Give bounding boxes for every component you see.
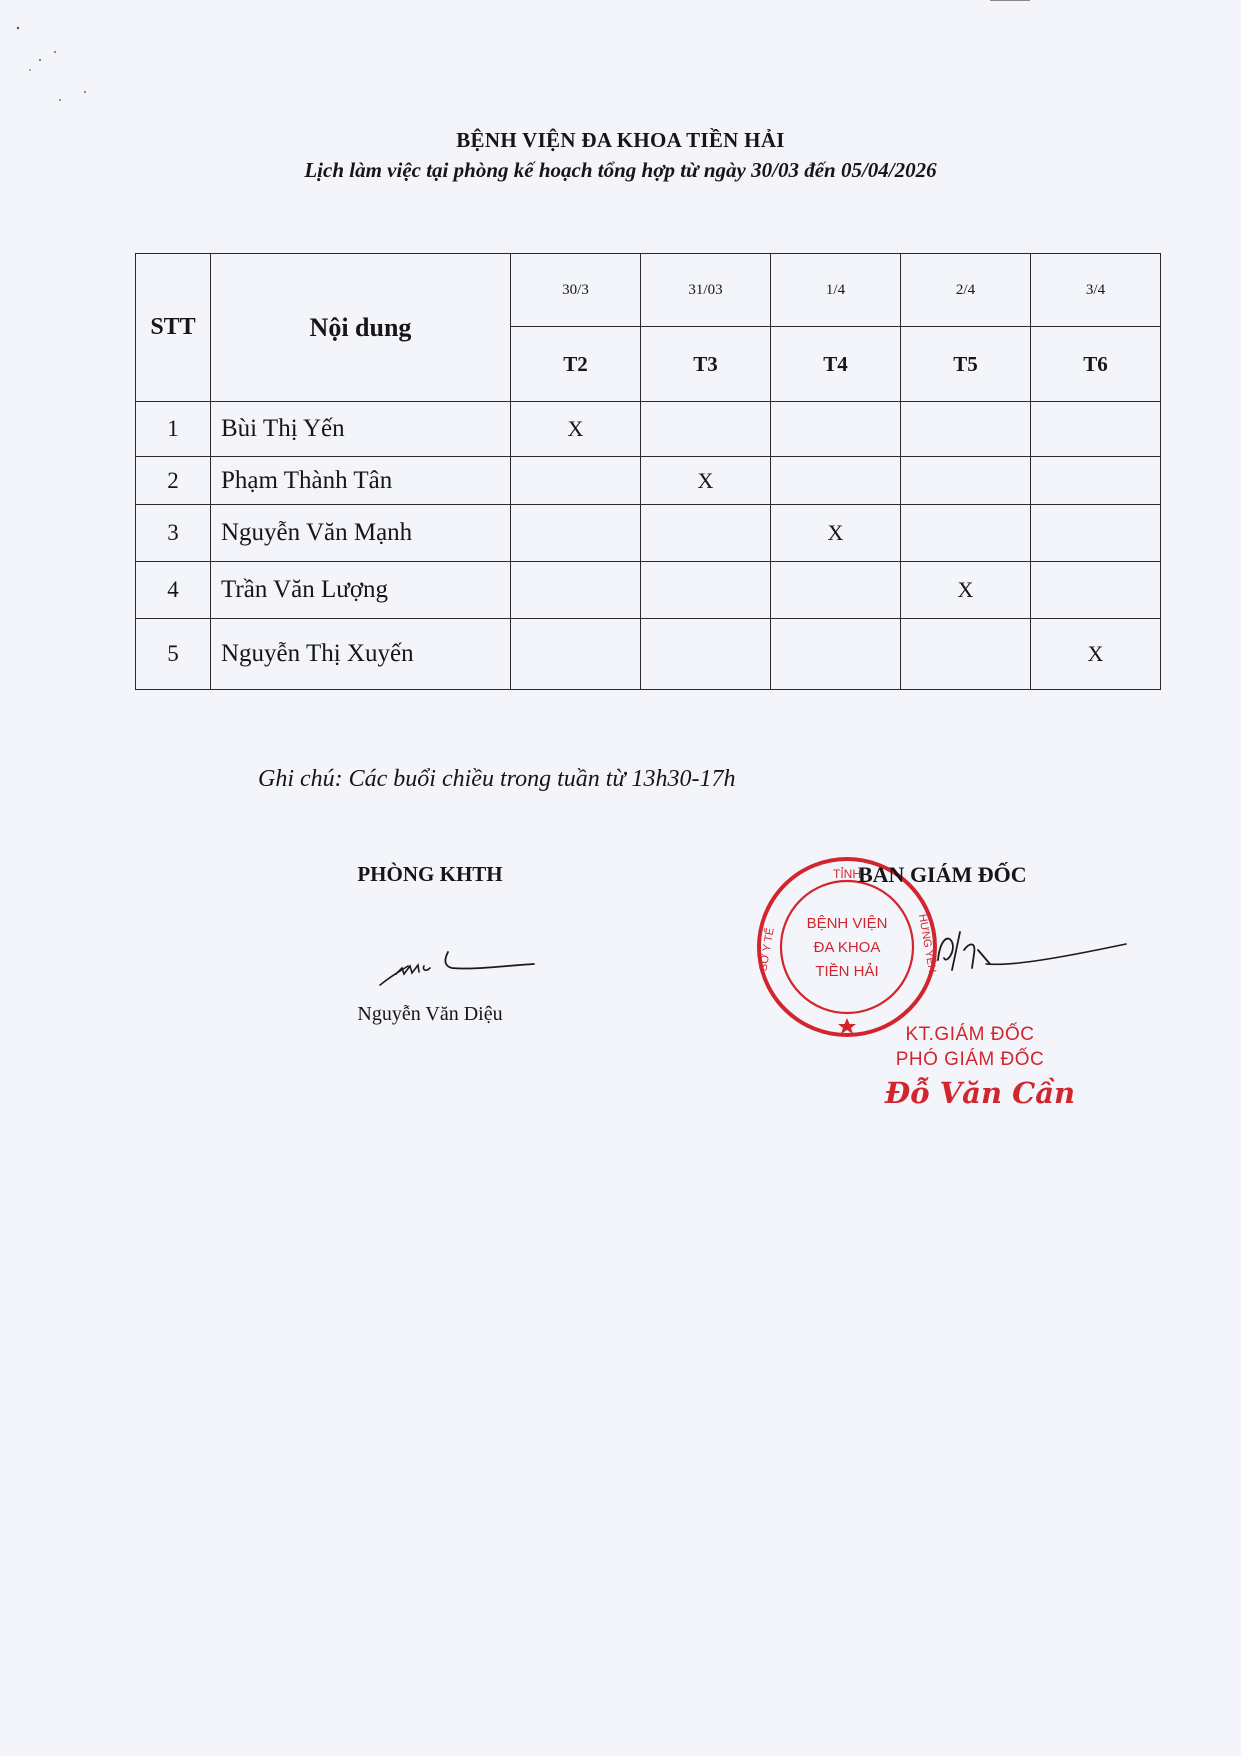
row-mark xyxy=(771,562,901,619)
header-date: 1/4 xyxy=(771,254,901,327)
left-signature-title: PHÒNG KHTH xyxy=(357,862,503,886)
row-mark xyxy=(1031,505,1161,562)
row-stt: 4 xyxy=(136,562,211,619)
row-mark: X xyxy=(1031,619,1161,690)
row-name: Phạm Thành Tân xyxy=(211,457,511,505)
row-mark: X xyxy=(901,562,1031,619)
left-signer-name: Nguyễn Văn Diệu xyxy=(357,1003,503,1025)
row-mark xyxy=(511,619,641,690)
right-handwritten-signature xyxy=(930,920,1130,990)
row-mark xyxy=(511,457,641,505)
row-mark xyxy=(771,457,901,505)
star-icon xyxy=(838,1018,856,1034)
row-mark xyxy=(771,402,901,457)
row-mark xyxy=(641,402,771,457)
header-day: T3 xyxy=(641,327,771,402)
row-mark xyxy=(901,619,1031,690)
header-date: 31/03 xyxy=(641,254,771,327)
row-mark xyxy=(771,619,901,690)
stamp-ring-top: TỈNH xyxy=(833,867,861,881)
header-day: T6 xyxy=(1031,327,1161,402)
right-signature-title: BAN GIÁM ĐỐC xyxy=(858,862,1027,887)
row-mark xyxy=(901,457,1031,505)
header-date: 2/4 xyxy=(901,254,1031,327)
table-row xyxy=(136,402,1161,457)
row-stt: 1 xyxy=(136,402,211,457)
row-stt: 5 xyxy=(136,619,211,690)
hospital-title: BỆNH VIỆN ĐA KHOA TIỀN HẢI xyxy=(456,128,785,152)
row-mark xyxy=(641,619,771,690)
deputy-director-line-2: PHÓ GIÁM ĐỐC xyxy=(895,1049,1045,1070)
table-row xyxy=(136,505,1161,562)
stamp-line-1: BỆNH VIỆN xyxy=(806,915,888,932)
stamp-line-3: TIỀN HẢI xyxy=(815,963,879,980)
stamp-ring-right: HƯNG YÊN xyxy=(915,913,939,974)
note-text: Ghi chú: Các buổi chiều trong tuần từ 13h30-17h xyxy=(258,766,736,792)
deputy-director-line-1: KT.GIÁM ĐỐC xyxy=(905,1024,1035,1045)
row-mark xyxy=(511,505,641,562)
table-row xyxy=(136,457,1161,505)
right-signer-name: Đỗ Văn Cần xyxy=(884,1076,1076,1110)
header-day: T5 xyxy=(901,327,1031,402)
table-header-dates xyxy=(136,254,1161,327)
row-mark xyxy=(901,402,1031,457)
row-mark: X xyxy=(771,505,901,562)
row-mark xyxy=(1031,457,1161,505)
row-name: Bùi Thị Yến xyxy=(211,402,511,457)
header-date: 3/4 xyxy=(1031,254,1161,327)
row-mark xyxy=(641,562,771,619)
row-mark xyxy=(1031,402,1161,457)
left-handwritten-signature xyxy=(372,930,542,1000)
row-name: Nguyễn Văn Mạnh xyxy=(211,505,511,562)
header-content: Nội dung xyxy=(211,254,511,402)
schedule-table xyxy=(135,253,1161,690)
row-stt: 2 xyxy=(136,457,211,505)
header-day: T2 xyxy=(511,327,641,402)
row-mark xyxy=(641,505,771,562)
row-mark xyxy=(1031,562,1161,619)
schedule-subtitle: Lịch làm việc tại phòng kế hoạch tổng hợp từ ngày 30/03 đến 05/04/2026 xyxy=(304,158,937,182)
stamp-ring-left: SỞ Y TẾ xyxy=(757,926,777,973)
row-mark xyxy=(901,505,1031,562)
stamp-line-2: ĐA KHOA xyxy=(813,939,881,956)
row-stt: 3 xyxy=(136,505,211,562)
table-row xyxy=(136,619,1161,690)
header-date: 30/3 xyxy=(511,254,641,327)
header-day: T4 xyxy=(771,327,901,402)
row-mark xyxy=(511,562,641,619)
row-mark: X xyxy=(511,402,641,457)
row-name: Trần Văn Lượng xyxy=(211,562,511,619)
header-stt: STT xyxy=(136,254,211,402)
row-name: Nguyễn Thị Xuyến xyxy=(211,619,511,690)
table-row xyxy=(136,562,1161,619)
row-mark: X xyxy=(641,457,771,505)
